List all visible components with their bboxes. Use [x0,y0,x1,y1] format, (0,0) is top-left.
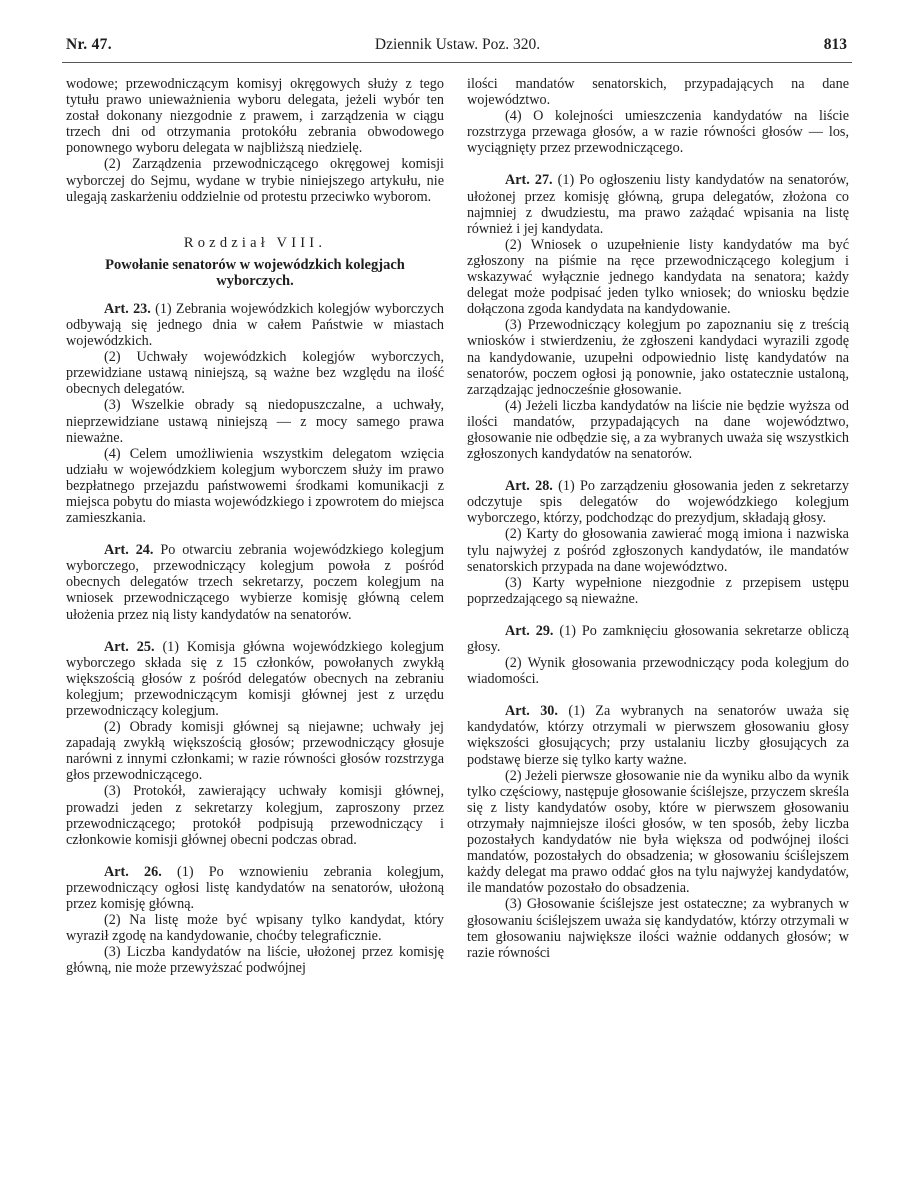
article-29-p1: Art. 29. (1) Po zamknięciu głosowania sekretarze obliczą głosy. [467,622,849,655]
paragraph: ilości mandatów senatorskich, przypadających na dane województwo. [467,76,849,109]
paragraph: (3) Przewodniczący kolegjum po zapoznaniu się z treścią wniosków i stwierdzeniu, że zgłoszeni kandydaci wyrazili zgodę na kandydowanie, uzupełni odpowiednio listę kandydatów na senatorów, poczem ogłosi ją ponownie, jako ostatecznie ustaloną, zarządzając jednocześnie głosowanie. [467,317,849,398]
paragraph: (2) Zarządzenia przewodniczącego okręgowej komisji wyborczej do Sejmu, wydane w trybie niniejszego artykułu, nie ulegają zaskarżeniu oddzielnie od protestu przeciwko wyborom. [66,156,444,205]
paragraph: (3) Liczba kandydatów na liście, ułożonej przez komisję główną, nie może przewyższać podwójnej [66,944,444,977]
journal-title: Dziennik Ustaw. Poz. 320. [374,36,541,53]
paragraph: (2) Wynik głosowania przewodniczący poda kolegjum do wiadomości. [467,655,849,688]
paragraph: (3) Protokół, zawierający uchwały komisji głównej, prowadzi jeden z sekretarzy kolegjum, zaproszony przez przewodniczącego; protokół podpisują przewodniczący i członkowie komisji głównej obecni podczas obrad. [66,783,444,848]
article-23-p1: Art. 23. (1) Zebrania wojewódzkich kolegjów wyborczych odbywają się jednego dnia w całem Państwie w miastach wojewódzkich. [66,300,445,350]
paragraph: (2) Uchwały wojewódzkich kolegjów wyborczych, przewidziane ustawą niniejszą, są ważne bez względu na ilość obecnych delegatów. [66,349,444,398]
header-rule [62,62,852,63]
article-25-p1: Art. 25. (1) Komisja główna wojewódzkiego kolegjum wyborczego składa się z 15 członków, powołanych zwykłą większością głosów z pośród delegatów obecnych na zebraniu kolegjum; przewodniczącym komisji głównej jest z urzędu przewodniczący kolegjum. [66,638,444,719]
article-label: Art. 30. [505,703,558,720]
left-column [66,76,444,977]
article-28-p1: Art. 28. (1) Po zarządzeniu głosowania jeden z sekretarzy odczytuje spis delegatów do wojewódzkiego kolegjum wyborczego, którzy, podchodząc do prezydjum, składają głosy. [467,478,849,527]
article-label: Art. 28. [505,478,553,495]
article-27-p1: Art. 27. (1) Po ogłoszeniu listy kandydatów na senatorów, ułożonej przez komisję główną, grupa delegatów, złożona co najmniej z dwudziestu, ma prawo zażądać wpisania na listę również i jej kandydata. [467,172,849,237]
paragraph: (2) Na listę może być wpisany tylko kandydat, który wyraził zgodę na kandydowanie, choćby telegraficznie. [66,912,444,945]
article-26-p1: Art. 26. (1) Po wznowieniu zebrania kolegjum, przewodniczący ogłosi listę kandydatów na senatorów, ułożoną przez komisję główną. [66,863,444,913]
paragraph: (4) Celem umożliwienia wszystkim delegatom wzięcia udziału w wojewódzkiem kolegjum wyborczem służy im prawo bezpłatnego przejazdu państwowemi środkami komunikacji z miejsca pobytu do miasta wojewódzkiego i zpowrotem do miejsca zamieszkania. [66,445,444,527]
right-column [467,76,849,961]
paragraph: (2) Karty do głosowania zawierać mogą imiona i nazwiska tylu najwyżej z pośród zgłoszonych kandydatów, ile mandatów senatorskich przypada na dane województwo. [467,526,849,575]
article-30-p1: Art. 30. (1) Za wybranych na senatorów uważa się kandydatów, którzy otrzymali w pierwszem głosowaniu głosy większości głosujących; przy ustalaniu liczby głosujących za podstawę bierze się tylko karty ważne. [467,703,849,768]
page-number: 813 [823,36,847,53]
article-label: Art. 29. [505,622,554,639]
paragraph: (3) Karty wypełnione niezgodnie z przepisem ustępu poprzedzającego są nieważne. [467,574,849,607]
paragraph: (2) Obrady komisji głównej są niejawne; uchwały jej zapadają zwykłą większością głosów; przewodniczący głosuje narówni z innymi członkami; w razie równości głosów rozstrzyga głos przewodniczącego. [66,719,444,784]
paragraph: wodowe; przewodniczącym komisyj okręgowych służy z tego tytułu prawo unieważnienia wyboru delegata, jeżeli wybór ten został dokonany niezgodnie z prawem, i zarządzenia w ciągu trzech dni od otrzymania protokółu zebrania obwodowego ponownego wyboru delegata w najbliższą niedzielę. [66,76,444,157]
paragraph: (4) Jeżeli liczba kandydatów na liście nie będzie wyższa od ilości mandatów, przypadających na dane województwo, głosowanie nie odbędzie się, a za wybranych uważa się wszystkich zgłoszonych kandydatów na senatorów. [467,397,849,463]
paragraph: (3) Głosowanie ściślejsze jest ostateczne; za wybranych w głosowaniu ściślejszem uważa się kandydatów, którzy otrzymali w tem głosowaniu największe ilości ważnie oddanych głosów; w razie równości [467,896,849,961]
chapter-heading: Rozdział VIII. [183,234,327,251]
page-header [66,36,849,60]
article-label: Art. 25. [104,638,155,655]
paragraph: (3) Wszelkie obrady są niedopuszczalne, a uchwały, nieprzewidziane ustawą niniejszą — z mocy samego prawa nieważne. [66,397,444,446]
paragraph: (2) Jeżeli pierwsze głosowanie nie da wyniku albo da wynik tylko częściowy, następuje głosowanie ściślejsze, przyczem skreśla się z listy kandydatów osoby, które w pierwszem głosowaniu otrzymały najmniejsze ilości głosów, w ten sposób, żeby liczba pozostałych kandydatów nie była większa od podwójnej ilości mandatów, pozostałych do obsadzenia; w głosowaniu ściślejszem każdy delegat ma prawo oddać głos na tylu najwyżej kandydatów, ile mandatów pozostało do obsadzenia. [467,767,850,897]
article-24-p1: Art. 24. Po otwarciu zebrania wojewódzkiego kolegjum wyborczego, przewodniczący kolegjum powoła z pośród obecnych delegatów trzech sekretarzy, poczem kolegjum na wniosek przewodniczącego wybierze komisję główną celem ułożenia przez nią listy kandydatów na senatorów. [66,542,444,623]
chapter-title: Powołanie senatorów w wojewódzkich kolegjach wyborczych. [105,256,405,289]
article-label: Art. 27. [505,172,553,189]
paragraph: (4) O kolejności umieszczenia kandydatów na liście rozstrzyga przewaga głosów, a w razie równości głosów — los, wyciągnięty przez przewodniczącego. [467,108,849,157]
paragraph: (2) Wniosek o uzupełnienie listy kandydatów ma być zgłoszony na piśmie na ręce przewodniczącego kolegjum i wskazywać wyłącznie jednego kandydata na senatora; każdy delegat może podpisać jeden tylko wniosek; do wniosku będzie dołączona zgoda kandydata na kandydowanie. [467,236,849,318]
article-label: Art. 26. [104,863,162,880]
article-label: Art. 23. [104,300,151,317]
issue-number: Nr. 47. [66,36,112,53]
article-label: Art. 24. [104,542,154,559]
